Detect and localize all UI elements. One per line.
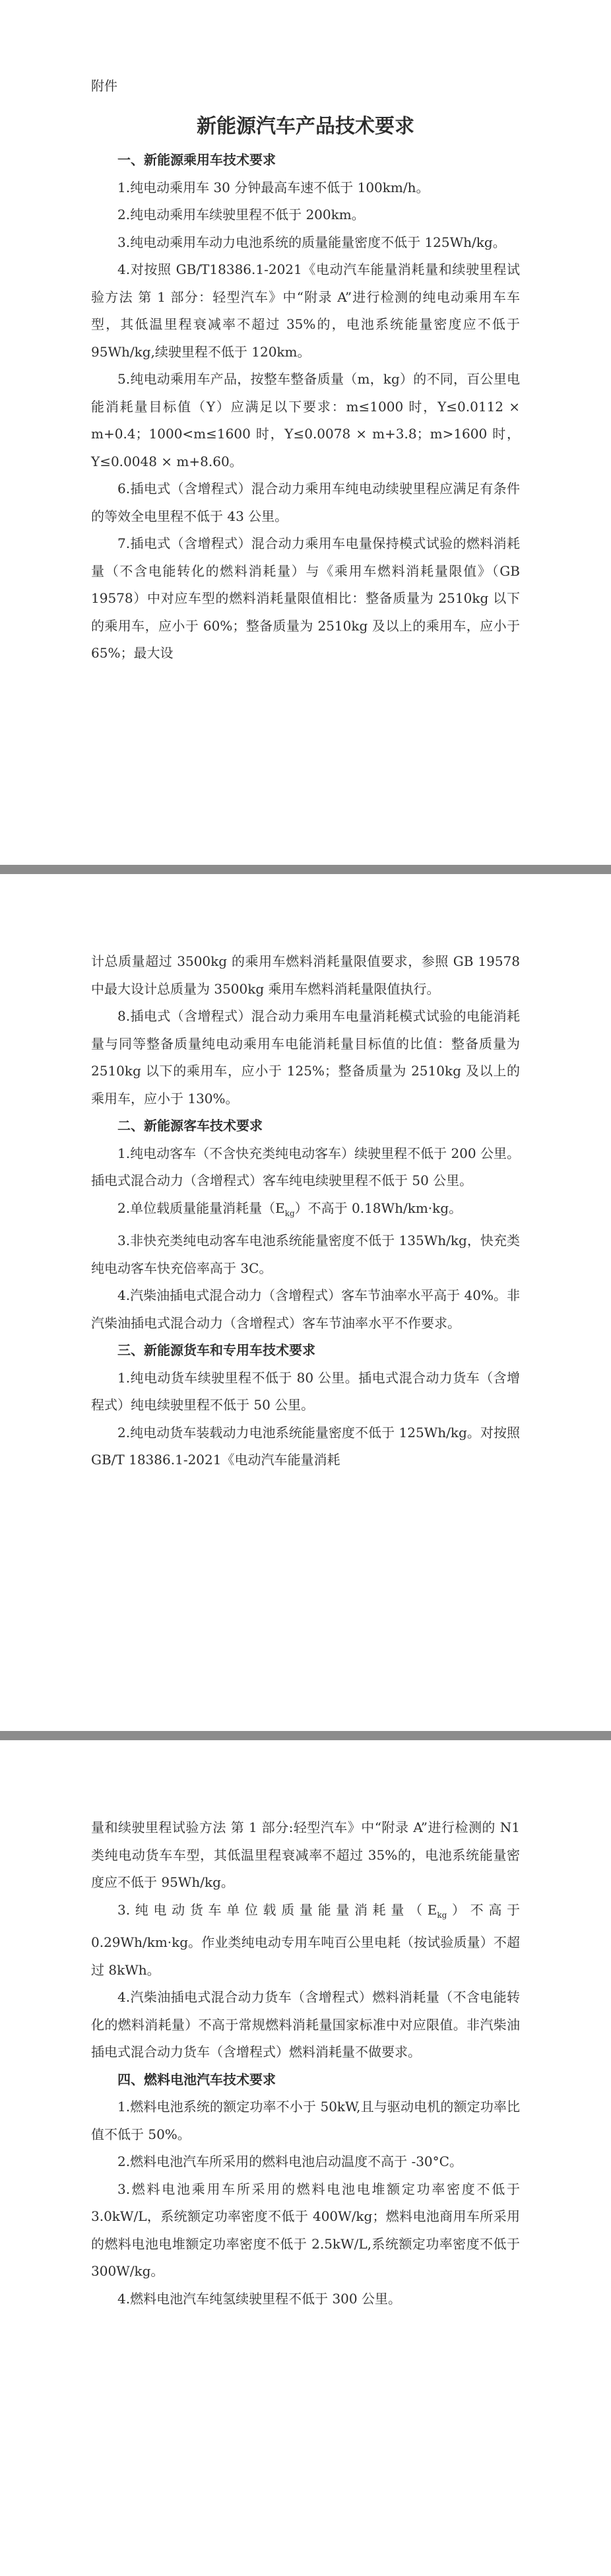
paragraph-text: ）不高于 0.29Wh/km·kg。作业类纯电动专用车吨百公里电耗（按试验质量）不超过 8kWh。 [91, 1901, 521, 1978]
paragraph-text: 2.单位载质量能量消耗量（E [117, 1200, 285, 1216]
page-2-content [91, 948, 520, 1474]
section-heading-bus: 二、新能源客车技术要求 [117, 1118, 263, 1134]
page-separator [0, 865, 611, 874]
paragraph: 3.纯电动乘用车动力电池系统的质量能量密度不低于 125Wh/kg。 [117, 234, 506, 250]
attachment-label: 附件 [91, 78, 117, 94]
page-1-content [91, 147, 520, 667]
section-heading-passenger: 一、新能源乘用车技术要求 [117, 152, 276, 168]
paragraph: 4.汽柴油插电式混合动力货车（含增程式）燃料消耗量（不含电能转化的燃料消耗量）不高于常规燃料消耗量国家标准中对应限值。非汽柴油插电式混合动力货车（含增程式）燃料消耗量不做要求。 [91, 1989, 520, 2060]
paragraph: 6.插电式（含增程式）混合动力乘用车纯电动续驶里程应满足有条件的等效全电里程不低于 43 公里。 [91, 481, 520, 524]
subscript: kg [437, 1910, 447, 1920]
page-separator [0, 1731, 611, 1740]
paragraph: 4.汽柴油插电式混合动力（含增程式）客车节油率水平高于 40%。非汽柴油插电式混合动力（含增程式）客车节油率水平不作要求。 [91, 1287, 520, 1331]
subscript: kg [284, 1208, 295, 1218]
section-heading-fuel-cell: 四、燃料电池汽车技术要求 [117, 2071, 276, 2087]
paragraph-ekg [91, 1897, 520, 1984]
paragraph: 2.燃料电池汽车所采用的燃料电池启动温度不高于 -30°C。 [117, 2153, 463, 2169]
paragraph: 1.纯电动客车（不含快充类纯电动客车）续驶里程不低于 200 公里。插电式混合动力（含增程式）客车纯电续驶里程不低于 50 公里。 [91, 1145, 520, 1188]
paragraph: 1.纯电动乘用车 30 分钟最高车速不低于 100km/h。 [117, 179, 430, 195]
paragraph-text: 3.纯电动货车单位载质量能量消耗量（E [117, 1901, 437, 1918]
document-page-3 [0, 1740, 611, 2576]
section-heading-truck: 三、新能源货车和专用车技术要求 [117, 1342, 315, 1358]
paragraph: 2.纯电动货车装载动力电池系统能量密度不低于 125Wh/kg。对按照 GB/T 18386.1-2021《电动汽车能量消耗 [91, 1424, 520, 1468]
paragraph: 5.纯电动乘用车产品，按整车整备质量（m，kg）的不同，百公里电能消耗量目标值（Y）应满足以下要求：m≤1000 时，Y≤0.0112 × m+0.4；1000<m≤1600 时，Y≤0.0078 × m+3.8；m>1600 时，Y≤0.0048 × m+8.60。 [91, 371, 520, 469]
document-page-1 [0, 0, 611, 864]
paragraph-text: ）不高于 0.18Wh/km·kg。 [294, 1200, 463, 1216]
paragraph: 8.插电式（含增程式）混合动力乘用车电量消耗模式试验的电能消耗量与同等整备质量纯电动乘用车电能消耗量目标值的比值：整备质量为 2510kg 以下的乘用车，应小于 125%；整备质量为 2510kg 及以上的乘用车，应小于 130%。 [91, 1008, 520, 1106]
page-3-content [91, 1814, 520, 2313]
document-page-2 [0, 874, 611, 1731]
paragraph-continuation: 计总质量超过 3500kg 的乘用车燃料消耗量限值要求，参照 GB 19578 中最大设计总质量为 3500kg 乘用车燃料消耗量限值执行。 [91, 953, 520, 997]
paragraph: 1.纯电动货车续驶里程不低于 80 公里。插电式混合动力货车（含增程式）纯电续驶里程不低于 50 公里。 [91, 1369, 520, 1413]
paragraph: 3.非快充类纯电动客车电池系统能量密度不低于 135Wh/kg，快充类纯电动客车快充倍率高于 3C。 [91, 1233, 520, 1276]
paragraph-continuation: 量和续驶里程试验方法 第 1 部分:轻型汽车》中“附录 A”进行检测的 N1 类纯电动货车车型，其低温里程衰减率不超过 35%的，电池系统能量密度应不低于 95Wh/kg。 [91, 1819, 520, 1890]
paragraph: 1.燃料电池系统的额定功率不小于 50kW,且与驱动电机的额定功率比值不低于 50%。 [91, 2099, 520, 2142]
paragraph: 2.纯电动乘用车续驶里程不低于 200km。 [117, 207, 365, 222]
paragraph: 4.对按照 GB/T18386.1-2021《电动汽车能量消耗量和续驶里程试验方法 第 1 部分：轻型汽车》中“附录 A”进行检测的纯电动乘用车车型，其低温里程衰减率不超过 35%的，电池系统能量密度应不低于 95Wh/kg,续驶里程不低于 120km。 [91, 261, 520, 360]
paragraph: 3.燃料电池乘用车所采用的燃料电池电堆额定功率密度不低于 3.0kW/L，系统额定功率密度不低于 400W/kg；燃料电池商用车所采用的燃料电池电堆额定功率密度不低于 2.5kW/L,系统额定功率密度不低于 300W/kg。 [91, 2181, 520, 2279]
paragraph-ekg [91, 1195, 520, 1228]
paragraph: 4.燃料电池汽车纯氢续驶里程不低于 300 公里。 [117, 2290, 401, 2307]
paragraph: 7.插电式（含增程式）混合动力乘用车电量保持模式试验的燃料消耗量（不含电能转化的燃料消耗量）与《乘用车燃料消耗量限值》（GB 19578）中对应车型的燃料消耗量限值相比：整备质量为 2510kg 以下的乘用车，应小于 60%；整备质量为 2510kg 及以上的乘用车，应小于 65%；最大设 [91, 535, 520, 661]
document-title: 新能源汽车产品技术要求 [197, 115, 414, 138]
